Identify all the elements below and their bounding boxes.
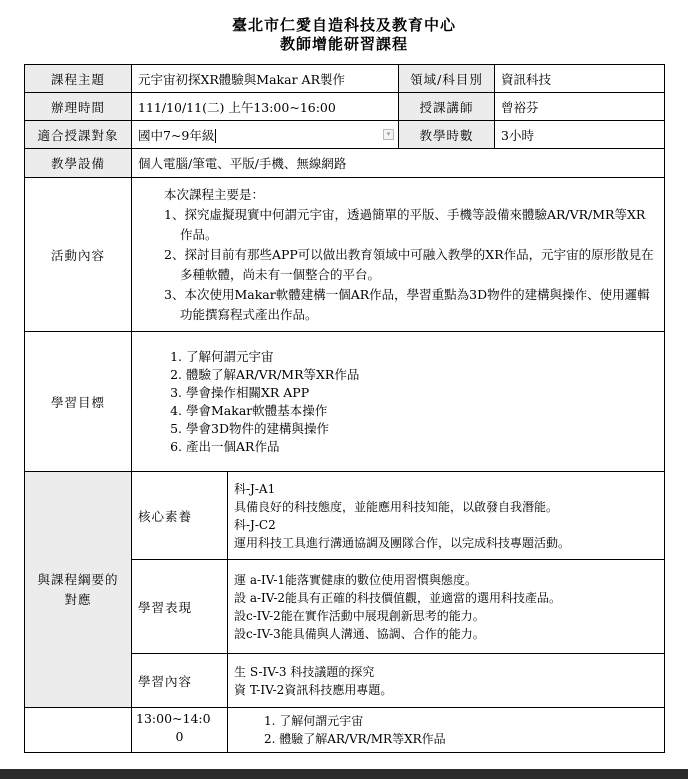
activity-item-3: 3、本次使用Makar軟體建構一個AR作品，學習重點為3D物件的建構與操作、使用邏輯功能撰寫程式產出作品。	[164, 286, 650, 322]
schedule-item: 1. 了解何謂元宇宙	[264, 714, 364, 728]
row-equipment	[25, 149, 665, 178]
topic-label: 課程主題	[25, 65, 132, 93]
document-header	[0, 16, 688, 54]
row-topic	[25, 65, 665, 93]
activity-item-2: 2、探討目前有那些APP可以做出教育領域中可融入教學的XR作品，元宇宙的原形散見在多種軟體，尚未有一個整合的平台。	[164, 246, 654, 282]
schedule-time-line: 0	[175, 729, 184, 744]
equipment-value: 個人電腦/筆電、平版/手機、無線網路	[132, 149, 665, 178]
activity-content	[132, 178, 665, 332]
page-title: 臺北市仁愛自造科技及教育中心	[231, 16, 456, 34]
equipment-label: 教學設備	[25, 149, 132, 178]
lecturer-label: 授課講師	[399, 93, 495, 121]
content-line: 資 T-IV-2資訊科技應用專題。	[234, 682, 393, 697]
performance-line: 設c-IV-3能具備與人溝通、協調、合作的能力。	[234, 626, 485, 641]
goal-item: 4. 學會Makar軟體基本操作	[186, 402, 656, 420]
audience-field[interactable]	[132, 121, 399, 149]
schedule-item: 2. 體驗了解AR/VR/MR等XR作品	[264, 732, 446, 746]
content-line: 生 S-IV-3 科技議題的探究	[234, 664, 375, 679]
performance-line: 設c-IV-2能在實作活動中展現創新思考的能力。	[234, 608, 485, 623]
performance-line: 運 a-IV-1能落實健康的數位使用習慣與態度。	[234, 572, 478, 587]
schedule-content	[228, 708, 665, 753]
course-table	[24, 64, 665, 753]
curriculum-label: 與課程綱要的對應	[25, 472, 132, 708]
activity-label: 活動內容	[25, 178, 132, 332]
schedule-time-line: 13:00~14:0	[136, 711, 211, 726]
lecturer-value: 曾裕芬	[495, 93, 665, 121]
core-line: 具備良好的科技態度，並能應用科技知能，以啟發自我潛能。	[234, 499, 559, 514]
page-subtitle: 教師增能研習課程	[279, 35, 408, 53]
performance-label: 學習表現	[132, 560, 228, 654]
core-line: 科-J-C2	[234, 517, 276, 532]
performance-line: 設 a-IV-2能具有正確的科技價值觀，並適當的選用科技產品。	[234, 590, 562, 605]
goal-item: 1. 了解何謂元宇宙	[186, 348, 656, 366]
text-cursor	[215, 129, 216, 143]
activity-item-1: 1、探究虛擬現實中何謂元宇宙，透過簡單的平版、手機等設備來體驗AR/VR/MR等XR作品。	[164, 206, 646, 242]
schedule-label	[25, 708, 132, 753]
taskbar-strip	[0, 769, 688, 779]
core-literacy-label: 核心素養	[132, 472, 228, 560]
learning-content-label: 學習內容	[132, 654, 228, 708]
topic-value: 元宇宙初探XR體驗與Makar AR製作	[132, 65, 399, 93]
row-schedule	[25, 708, 665, 753]
audience-value: 國中7~9年級	[138, 127, 215, 143]
core-line: 運用科技工具進行溝通協調及團隊合作，以完成科技專題活動。	[234, 535, 571, 550]
audience-label: 適合授課對象	[25, 121, 132, 149]
core-line: 科-J-A1	[234, 481, 276, 496]
schedule-time	[132, 708, 228, 753]
domain-value: 資訊科技	[495, 65, 665, 93]
row-activity	[25, 178, 665, 332]
hours-label: 教學時數	[399, 121, 495, 149]
goals-list	[164, 348, 656, 456]
row-audience	[25, 121, 665, 149]
row-core-literacy	[25, 472, 665, 560]
goals-label: 學習目標	[25, 332, 132, 472]
row-goals	[25, 332, 665, 472]
time-value: 111/10/11(二) 上午13:00~16:00	[132, 93, 399, 121]
activity-intro: 本次課程主要是：	[164, 186, 265, 202]
goal-item: 2. 體驗了解AR/VR/MR等XR作品	[186, 366, 656, 384]
goal-item: 3. 學會操作相關XR APP	[186, 384, 656, 402]
goal-item: 6. 產出一個AR作品	[186, 438, 656, 456]
learning-content-content	[228, 654, 665, 708]
goals-content	[132, 332, 665, 472]
performance-content	[228, 560, 665, 654]
goal-item: 5. 學會3D物件的建構與操作	[186, 420, 656, 438]
row-time	[25, 93, 665, 121]
domain-label: 領域/科目別	[399, 65, 495, 93]
core-literacy-content	[228, 472, 665, 560]
dropdown-toggle-icon[interactable]: ▾	[383, 129, 394, 140]
hours-value: 3小時	[495, 121, 665, 149]
time-label: 辦理時間	[25, 93, 132, 121]
